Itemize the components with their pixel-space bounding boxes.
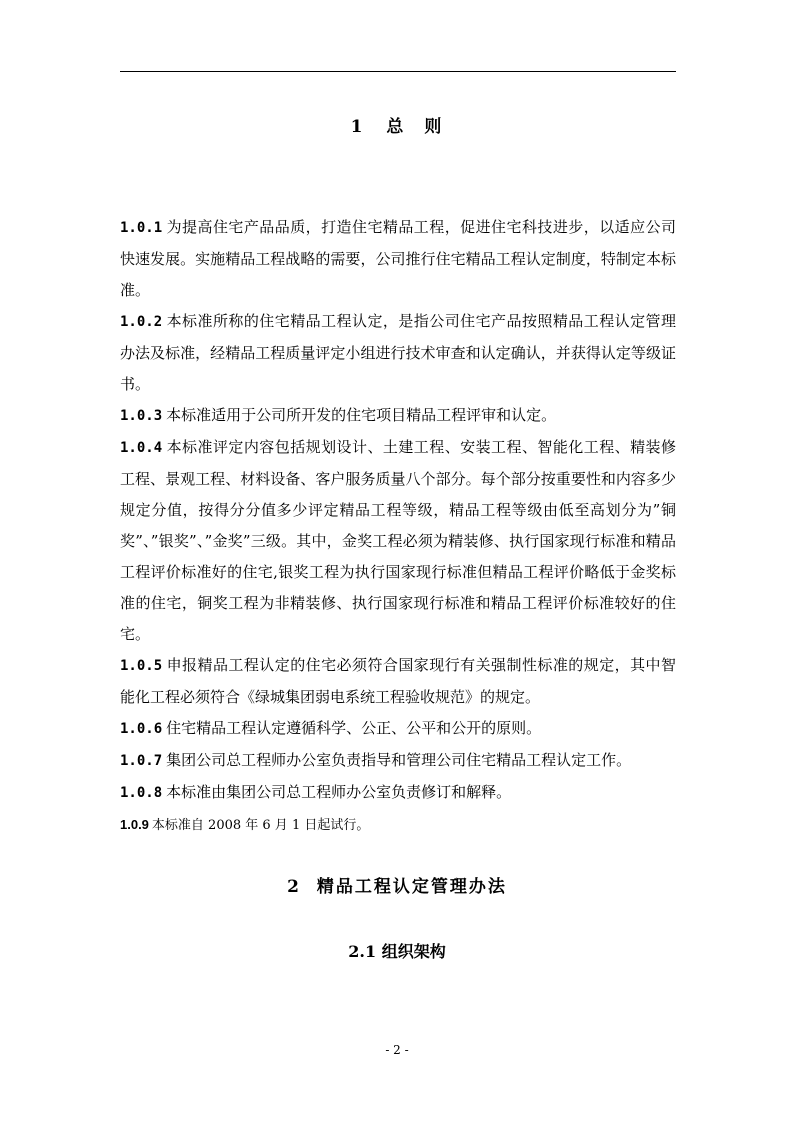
clause-text: 本标准由集团公司总工程师办公室负责修订和解释。 (166, 783, 512, 801)
chapter-1-heading (0, 112, 794, 137)
chapter-2-number: 2 (287, 877, 301, 897)
chapter-1-body (120, 212, 676, 841)
clause-text: 集团公司总工程师办公室负责指导和管理公司住宅精品工程认定工作。 (166, 751, 632, 769)
clause-number: 1.0.7 (120, 753, 163, 769)
section-2-1-heading: 2.1 组织架构 (348, 942, 446, 961)
chapter-1-title: 总 则 (386, 117, 444, 137)
chapter-2-heading (0, 872, 794, 897)
clause-1-0-7 (120, 745, 676, 777)
clause-text: 申报精品工程认定的住宅必须符合国家现行有关强制性标准的规定，其中智能化工程必须符合《绿城集团弱电系统工程验收规范》的规定。 (120, 656, 676, 706)
clause-1-0-1 (120, 212, 676, 306)
clause-number: 1.0.2 (120, 314, 163, 330)
clause-number: 1.0.1 (120, 220, 163, 236)
chapter-1-number: 1 (350, 117, 365, 137)
clause-1-0-3 (120, 400, 676, 432)
page-number: - 2 - (385, 1043, 409, 1057)
clause-1-0-5 (120, 650, 676, 713)
clause-1-0-9 (120, 809, 676, 841)
clause-number: 1.0.5 (120, 658, 163, 674)
clause-1-0-2 (120, 306, 676, 400)
clause-1-0-6 (120, 713, 676, 745)
clause-number: 1.0.9 (120, 817, 149, 832)
clause-number: 1.0.8 (120, 785, 163, 801)
clause-text: 本标准适用于公司所开发的住宅项目精品工程评审和认定。 (166, 406, 557, 424)
clause-number: 1.0.6 (120, 721, 163, 737)
clause-number: 1.0.3 (120, 408, 163, 424)
clause-1-0-4 (120, 432, 676, 650)
clause-text: 本标准所称的住宅精品工程认定，是指公司住宅产品按照精品工程认定管理办法及标准，经精品工程质量评定小组进行技术审查和认定确认，并获得认定等级证书。 (120, 312, 676, 393)
clause-number: 1.0.4 (120, 440, 163, 456)
clause-1-0-8 (120, 777, 676, 809)
clause-text: 本标准评定内容包括规划设计、土建工程、安装工程、智能化工程、精装修工程、景观工程、材料设备、客户服务质量八个部分。每个部分按重要性和内容多少规定分值，按得分分值多少评定精品工程等级，精品工程等级由低至高划分为”铜奖”、”银奖”、”金奖”三级。其中，金奖工程必须为精装修、执行国家现行标准和精品工程评价标准好的住宅,银奖工程为执行国家现行标准但精品工程评价略低于金奖标准的住宅，铜奖工程为非精装修、执行国家现行标准和精品工程评价标准较好的住宅。 (120, 438, 676, 643)
header-rule (120, 71, 676, 72)
clause-text: 本标准自 2008 年 6 月 1 日起试行。 (151, 818, 370, 833)
chapter-2-title: 精品工程认定管理办法 (316, 877, 507, 897)
clause-text: 为提高住宅产品品质，打造住宅精品工程，促进住宅科技进步，以适应公司快速发展。实施精品工程战略的需要，公司推行住宅精品工程认定制度，特制定本标准。 (120, 218, 676, 299)
clause-text: 住宅精品工程认定遵循科学、公正、公平和公开的原则。 (166, 719, 542, 737)
